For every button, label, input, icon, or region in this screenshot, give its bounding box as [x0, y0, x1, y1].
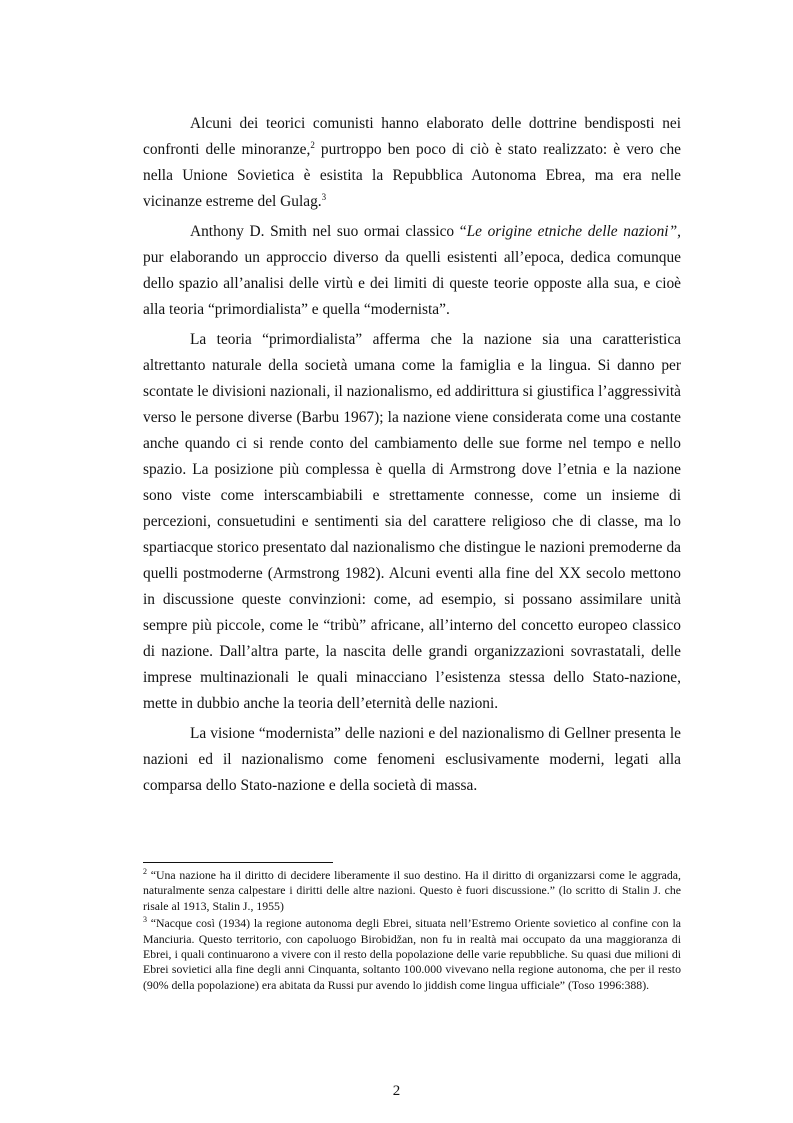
paragraph-2-text-a: Anthony D. Smith nel suo ormai classico “ [190, 223, 467, 240]
footnote-ref-3: 3 [321, 191, 327, 202]
footnote-separator [143, 862, 333, 863]
paragraph-4: La visione “modernista” delle nazioni e del nazionalismo di Gellner presenta le nazioni ed il nazionalismo come fenomeni esclusivamente moderni, legati alla comparsa dello Stato-nazione e della società di massa. [143, 725, 681, 794]
footnote-ref-2: 2 [310, 139, 315, 150]
page-number: 2 [392, 1083, 401, 1099]
footnote-number: 2 [143, 867, 147, 877]
footnote-3 [143, 916, 681, 993]
footnote-number: 3 [143, 915, 147, 925]
body-text [143, 111, 681, 799]
footnote-text: “Nacque così (1934) la regione autonoma degli Ebrei, situata nell’Estremo Oriente sovietico al confine con la Manciuria. Questo territorio, con capoluogo Birobidžan, non fu in realtà mai occupato da una maggioranza di Ebrei, i quali continuarono a vivere con il resto della popolazione delle varie repubbliche. Su quasi due milioni di Ebrei sovietici alla fine degli anni Cinquanta, soltanto 100.000 vivevano nella regione autonoma, che per il resto (90% della popolazione) era abitata da Russi pur avendo lo jiddish come lingua ufficiale” (Toso 1996:388). [143, 916, 681, 992]
paragraph-1 [143, 111, 681, 215]
footnote-2 [143, 868, 681, 914]
paragraph-1-text-a: Alcuni dei teorici comunisti hanno elaborato delle dottrine bendisposti nei confronti delle minoranze, [143, 115, 681, 158]
paragraph-1-text-b: purtroppo ben poco di ciò è stato realizzato: è vero che nella Unione Sovietica è esistita la Repubblica Autonoma Ebrea, ma era nelle vicinanze estreme del Gulag. [143, 141, 682, 210]
book-title: Le origine etniche delle nazioni” [466, 223, 678, 240]
footnote-text: “Una nazione ha il diritto di decidere liberamente il suo destino. Ha il diritto di organizzarsi come le aggrada, naturalmente senza calpestare i diritti delle altre nazioni. Questo è fuori discussione.” (lo scritto di Stalin J. che risale al 1913, Stalin J., 1955) [143, 868, 681, 913]
footnotes [143, 868, 681, 993]
paragraph-3: La teoria “primordialista” afferma che la nazione sia una caratteristica altrettanto naturale della società umana come la famiglia e la lingua. Si danno per scontate le divisioni nazionali, il nazionalismo, ed addirittura si giustifica l’aggressività verso le persone diverse (Barbu 1967); la nazione viene considerata come una costante anche quando ci si rende conto del cambiamento delle sue forme nel tempo e nello spazio. La posizione più complessa è quella di Armstrong dove l’etnia e la nazione sono viste come interscambiabili e strettamente connesse, come un insieme di percezioni, consuetudini e sentimenti sia del carattere religioso che di classe, ma lo spartiacque storico presentato dal nazionalismo che distingue le nazioni premoderne da quelli postmoderne (Armstrong 1982). Alcuni eventi alla fine del XX secolo mettono in discussione queste convinzioni: come, ad esempio, si possano assimilare unità sempre più piccole, come le “tribù” africane, all’interno del concetto europeo classico di nazione. Dall’altra parte, la nascita delle grandi organizzazioni sovrastatali, delle imprese multinazionali le quali minacciano l’esistenza stessa dello Stato-nazione, mette in dubbio anche la teoria dell’eternità delle nazioni. [143, 331, 681, 712]
paragraph-2-text-b: , pur elaborando un approccio diverso da quelli esistenti all’epoca, dedica comunque dello spazio all’analisi delle virtù e dei limiti di queste teorie opposte alla sua, e cioè alla teoria “primordialista” e quella “modernista”. [143, 223, 681, 318]
paragraph-2 [143, 219, 681, 323]
